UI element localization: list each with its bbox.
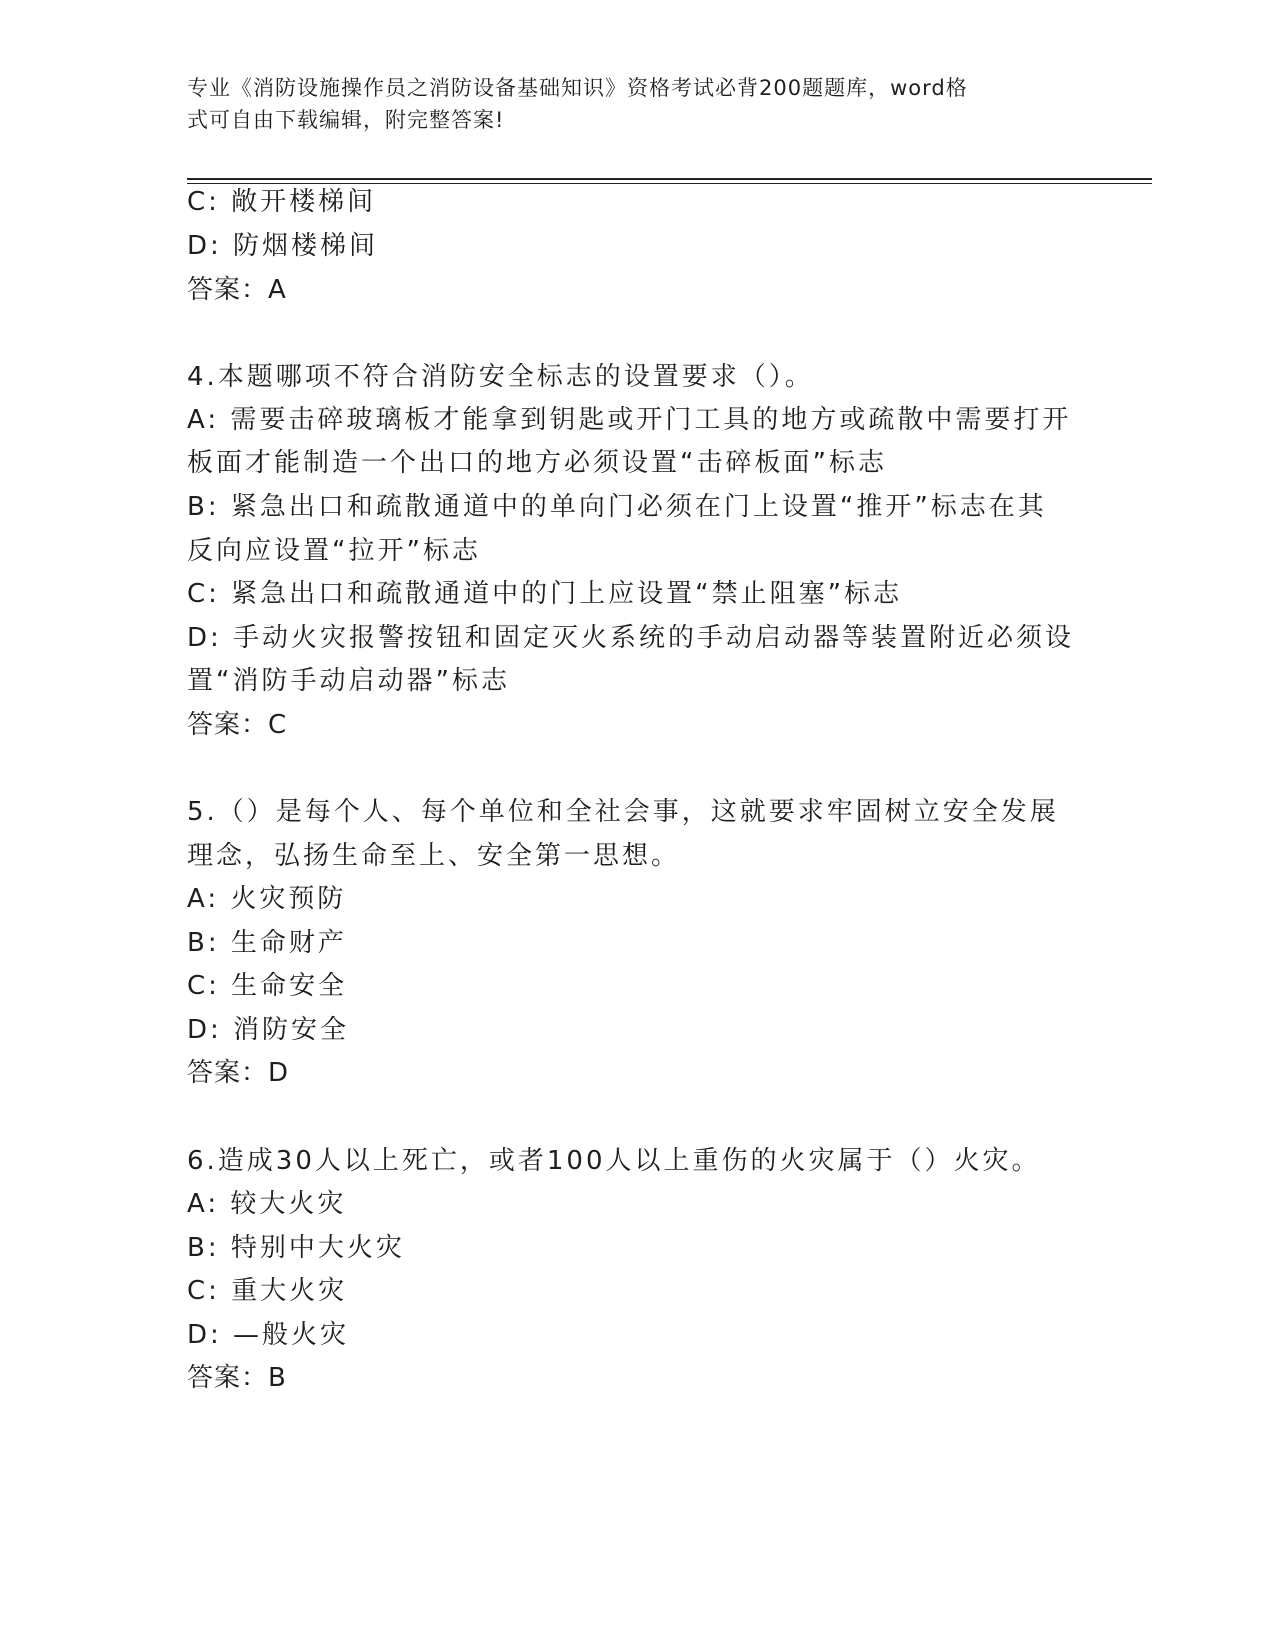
q3-option-d: D: 防烟楼梯间 xyxy=(187,231,379,261)
q5-stem-line-2: 理念，弘扬生命至上、安全第一思想。 xyxy=(187,841,681,871)
q5-option-d: D: 消防安全 xyxy=(187,1015,350,1045)
q5-answer: 答案：D xyxy=(187,1058,290,1088)
q4-option-b-line-1: B: 紧急出口和疏散通道中的单向门必须在门上设置“推开”标志在其 xyxy=(187,492,1047,522)
q4-stem: 4.本题哪项不符合消防安全标志的设置要求（）。 xyxy=(187,362,814,392)
q5-option-b: B: 生命财产 xyxy=(187,928,347,958)
q4-option-d-line-2: 置“消防手动启动器”标志 xyxy=(187,666,510,696)
q5-stem-line-1: 5.（）是每个人、每个单位和全社会事，这就要求牢固树立安全发展 xyxy=(187,797,1059,827)
header-divider-thick xyxy=(187,178,1152,180)
q6-stem: 6.造成30人以上死亡，或者100人以上重伤的火灾属于（）火灾。 xyxy=(187,1146,1041,1176)
document-header xyxy=(187,72,1067,136)
header-title-line-1: 专业《消防设施操作员之消防设备基础知识》资格考试必背200题题库，word格 xyxy=(187,76,968,100)
header-divider-thin xyxy=(187,183,1152,184)
q4-option-c: C: 紧急出口和疏散通道中的门上应设置“禁止阻塞”标志 xyxy=(187,579,903,609)
q6-option-b: B: 特别中大火灾 xyxy=(187,1233,405,1263)
q4-option-a-line-1: A: 需要击碎玻璃板才能拿到钥匙或开门工具的地方或疏散中需要打开 xyxy=(187,405,1072,435)
q6-option-c: C: 重大火灾 xyxy=(187,1276,348,1306)
q4-option-a-line-2: 板面才能制造一个出口的地方必须设置“击碎板面”标志 xyxy=(187,448,887,478)
header-title-line-2: 式可自由下载编辑，附完整答案! xyxy=(187,108,505,132)
q4-option-d-line-1: D: 手动火灾报警按钮和固定灭火系统的手动启动器等装置附近必须设 xyxy=(187,623,1075,653)
q5-option-a: A: 火灾预防 xyxy=(187,884,347,914)
q6-answer: 答案：B xyxy=(187,1363,287,1393)
q4-answer: 答案：C xyxy=(187,710,288,740)
q5-option-c: C: 生命安全 xyxy=(187,971,348,1001)
q6-option-d: D: —般火灾 xyxy=(187,1320,350,1350)
q3-answer: 答案：A xyxy=(187,275,287,305)
q3-option-c: C: 敞开楼梯间 xyxy=(187,187,377,217)
q4-option-b-line-2: 反向应设置“拉开”标志 xyxy=(187,536,481,566)
q6-option-a: A: 较大火灾 xyxy=(187,1189,347,1219)
